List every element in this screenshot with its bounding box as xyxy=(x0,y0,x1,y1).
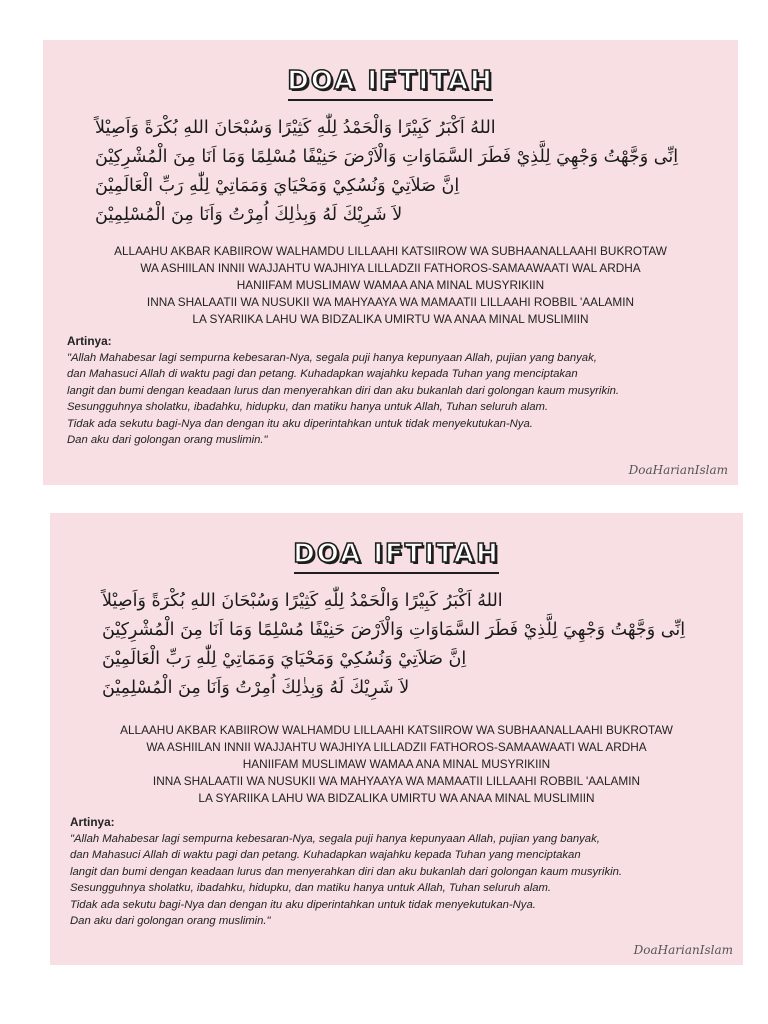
meaning-label: Artinya: xyxy=(70,815,115,829)
card-title: DOA IFTITAH xyxy=(43,66,738,101)
meaning-line: Dan aku dari golongan orang muslimin." xyxy=(70,915,271,928)
meaning-line: langit dan bumi dengan keadaan lurus dan menyerahkan diri dan aku bukanlah dari golongan kaum musyrikin. xyxy=(70,865,623,878)
latin-line: INNA SHALAATII WA NUSUKII WA MAHYAAYA WA MAMAATII LILLAAHI ROBBIL 'AALAMIN xyxy=(146,295,635,309)
arabic-line: اللهُ اَكْبَرُ كَبِيْرًا وَالْحَمْدُ لِلّٰهِ كَثِيْرًا وَسُبْحَانَ اللهِ بُكْرَةً وَاَصِيْلاً xyxy=(95,118,496,138)
latin-line: LA SYARIIKA LAHU WA BIDZALIKA UMIRTU WA ANAA MINAL MUSLIMIIN xyxy=(192,312,589,326)
meaning-text xyxy=(70,831,731,929)
watermark: DoaHarianIslam xyxy=(628,463,728,477)
arabic-line: اِنِّى وَجَّهْتُ وَجْهِيَ لِلَّذِيْ فَطَرَ السَّمَاوَاتِ وَالْاَرْضَ حَنِيْفًا مُسْلِمًا وَمَا اَنَا مِنَ الْمُشْرِكِيْنَ xyxy=(95,147,679,167)
meaning-line: dan Mahasuci Allah di waktu pagi dan petang. Kuhadapkan wajahku kepada Tuhan yang menciptakan xyxy=(70,849,581,862)
meaning-line: "Allah Mahabesar lagi sempurna kebesaran-Nya, segala puji hanya kepunyaan Allah, pujian yang banyak, xyxy=(67,352,597,364)
latin-transliteration xyxy=(62,722,731,807)
doa-card-1 xyxy=(43,40,738,485)
meaning-line: Tidak ada sekutu bagi-Nya dan dengan itu aku diperintahkan untuk tidak menyekutukan-Nya. xyxy=(67,417,533,430)
meaning-line: Tidak ada sekutu bagi-Nya dan dengan itu aku diperintahkan untuk tidak menyekutukan-Nya. xyxy=(70,898,536,911)
arabic-line: اِنَّ صَلاَتِيْ وَنُسُكِيْ وَمَحْيَايَ وَمَمَاتِيْ لِلّٰهِ رَبِّ الْعَالَمِيْنَ xyxy=(102,649,467,669)
meaning-line: Sesungguhnya sholatku, ibadahku, hidupku, dan matiku hanya untuk Allah, Tuhan seluruh alam. xyxy=(67,401,549,414)
arabic-line: اللهُ اَكْبَرُ كَبِيْرًا وَالْحَمْدُ لِلّٰهِ كَثِيْرًا وَسُبْحَانَ اللهِ بُكْرَةً وَاَصِيْلاً xyxy=(102,591,503,611)
meaning-line: Sesungguhnya sholatku, ibadahku, hidupku, dan matiku hanya untuk Allah, Tuhan seluruh alam. xyxy=(70,882,552,895)
meaning-text xyxy=(67,350,726,448)
arabic-line: اِنَّ صَلاَتِيْ وَنُسُكِيْ وَمَحْيَايَ وَمَمَاتِيْ لِلّٰهِ رَبِّ الْعَالَمِيْنَ xyxy=(95,176,460,196)
arabic-line: اِنِّى وَجَّهْتُ وَجْهِيَ لِلَّذِيْ فَطَرَ السَّمَاوَاتِ وَالْاَرْضَ حَنِيْفًا مُسْلِمًا وَمَا اَنَا مِنَ الْمُشْرِكِيْنَ xyxy=(102,620,686,640)
arabic-line: لاَ شَرِيْكَ لَهُ وَبِذٰلِكَ اُمِرْتُ وَاَنَا مِنَ الْمُسْلِمِيْنَ xyxy=(95,205,403,225)
latin-line: WA ASHIILAN INNII WAJJAHTU WAJHIYA LILLADZII FATHOROS-SAMAAWAATI WAL ARDHA xyxy=(146,740,647,754)
latin-line: HANIIFAM MUSLIMAW WAMAA ANA MINAL MUSYRIKIIN xyxy=(242,757,551,771)
arabic-text xyxy=(95,114,688,230)
latin-line: ALLAAHU AKBAR KABIIROW WALHAMDU LILLAAHI KATSIIROW WA SUBHAANALLAAHI BUKROTAW xyxy=(114,244,667,258)
meaning-label: Artinya: xyxy=(67,334,112,348)
latin-line: LA SYARIIKA LAHU WA BIDZALIKA UMIRTU WA ANAA MINAL MUSLIMIIN xyxy=(198,791,595,805)
meaning-line: "Allah Mahabesar lagi sempurna kebesaran-Nya, segala puji hanya kepunyaan Allah, pujian yang banyak, xyxy=(70,833,600,845)
card-title: DOA IFTITAH xyxy=(50,539,743,574)
meaning-line: dan Mahasuci Allah di waktu pagi dan petang. Kuhadapkan wajahku kepada Tuhan yang menciptakan xyxy=(67,368,578,381)
latin-line: INNA SHALAATII WA NUSUKII WA MAHYAAYA WA MAMAATII LILLAAHI ROBBIL 'AALAMIN xyxy=(152,774,641,788)
meaning-line: Dan aku dari golongan orang muslimin." xyxy=(67,434,268,447)
watermark: DoaHarianIslam xyxy=(633,943,733,957)
latin-line: HANIIFAM MUSLIMAW WAMAA ANA MINAL MUSYRIKIIN xyxy=(236,278,545,292)
latin-line: WA ASHIILAN INNII WAJJAHTU WAJHIYA LILLADZII FATHOROS-SAMAAWAATI WAL ARDHA xyxy=(140,261,641,275)
latin-transliteration xyxy=(55,243,726,328)
doa-card-2 xyxy=(50,513,743,965)
arabic-text xyxy=(102,587,693,703)
arabic-line: لاَ شَرِيْكَ لَهُ وَبِذٰلِكَ اُمِرْتُ وَاَنَا مِنَ الْمُسْلِمِيْنَ xyxy=(102,678,410,698)
meaning-line: langit dan bumi dengan keadaan lurus dan menyerahkan diri dan aku bukanlah dari golongan kaum musyrikin. xyxy=(67,384,620,397)
latin-line: ALLAAHU AKBAR KABIIROW WALHAMDU LILLAAHI KATSIIROW WA SUBHAANALLAAHI BUKROTAW xyxy=(120,723,673,737)
